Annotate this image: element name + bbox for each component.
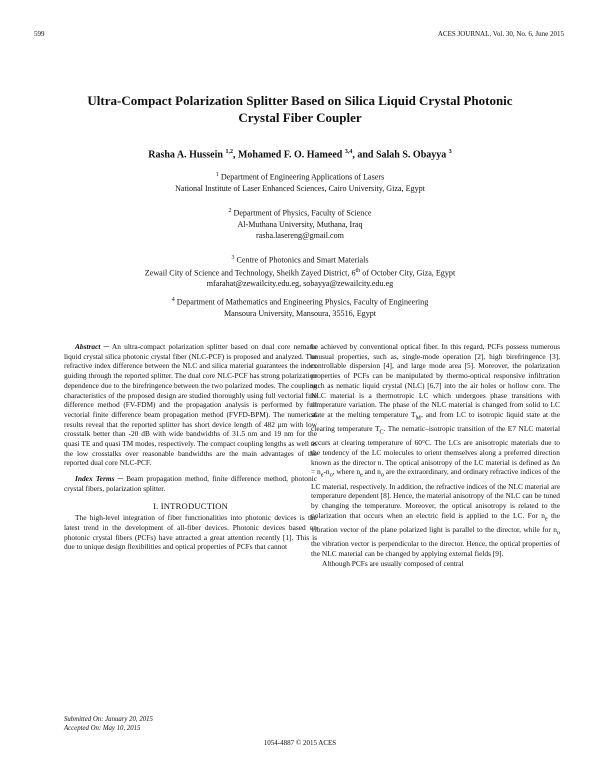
page-number: 599 bbox=[34, 30, 45, 38]
abstract-heading: Abstract bbox=[75, 342, 101, 351]
rc-sub-e2: e bbox=[360, 472, 363, 479]
abstract bbox=[64, 342, 317, 468]
author-1: Rasha A. Hussein bbox=[148, 149, 223, 161]
author-3-affil: 3 bbox=[448, 149, 452, 155]
author-2: Mohamed F. O. Hameed bbox=[237, 149, 343, 161]
rc-text-h: the vibration vector is perpendicular to the director. Hence, the optical properties of the NLC material can be changed by applying external fields [9]. bbox=[311, 539, 560, 558]
aff3-line2b: of October City, Giza, Egypt bbox=[360, 268, 456, 278]
aff1-line2: National Institute of Laser Enhanced Sciences, Cairo University, Giza, Egypt bbox=[175, 183, 425, 193]
rc-text-g: the vibration vector of the plane polarized light is parallel to the director, while for n bbox=[311, 510, 560, 534]
aff2-line2: Al-Muthana University, Muthana, Iraq bbox=[237, 219, 363, 229]
right-paragraph-1 bbox=[311, 342, 560, 558]
author-3: and Salah S. Obayya bbox=[357, 149, 447, 161]
submission-dates bbox=[64, 715, 153, 733]
rc-text-b: , and from LC to isotropic liquid state at the clearing temperature T bbox=[311, 409, 560, 434]
affiliation-1 bbox=[40, 170, 560, 194]
aff1-sup: 1 bbox=[215, 172, 219, 178]
rc-sub-tc: C bbox=[379, 429, 384, 436]
rc-sub-e3: e bbox=[544, 516, 548, 523]
aff3-emails: mfarahat@zewailcity.edu.eg, sobayya@zewailcity.edu.eg bbox=[206, 279, 394, 289]
aff4-sup: 4 bbox=[171, 297, 175, 303]
rc-sub-tm: M bbox=[415, 415, 422, 422]
aff2-email: rasha.lasereng@gmail.com bbox=[256, 230, 344, 240]
rc-text-a: be achieved by conventional optical fiber. In this regard, PCFs possess numerous unusual properties, such as, single-mode operation [2], high birefringence [3], controllable dispersion [4], and large mode area [5]. Moreover, the polarization properties of PCFs can be manipulated by thermo-optical responsive infiltration such as nematic liquid crystal (NLC) [6,7] into the air holes or hollow core. The NLC material is a thermotropic LC which undergoes phase transitions with temperature variation. The phase of the NLC material is changed from solid to LC state at the melting temperature T bbox=[311, 342, 560, 419]
affiliation-3 bbox=[40, 253, 560, 289]
abstract-text: An ultra-compact polarization splitter based on dual core nematic liquid crystal silica photonic crystal fiber (NLC-PCF) is proposed and analyzed. The refractive index difference between the NLC and silica material guarantees the index guiding through the reported splitter. The dual core NLC-PCF has strong polarization dependence due to the birefringence between the two polarized modes. The coupling characteristics of the proposed design are studied thoroughly using full vectorial fine difference method (FV-FDM) and the propagation analysis is performed by full vectorial finite difference beam propagation method (FVFD-BPM). The numerical results reveal that the reported splitter has short device length of 482 µm with low crosstalk better than -20 dB with wide bandwidths of 31.5 nm and 19 nm for the quasi TE and quasi TM modes, respectively. The compact coupling lengths as well as the low crosstalks over reasonable bandwidths are the main advantages of the reported dual core NLC-PCF. bbox=[64, 342, 317, 468]
index-terms-dash: ─ bbox=[114, 474, 127, 484]
rc-text-f: are the extraordinary, and ordinary refractive indices of the LC material, respectively. In addition, the refractive indices of the NLC material are temperature dependent [8]. Hence, the material anisotropy of the NLC can be tuned by changing the temperature. Moreover, the optical anisotropy is related to the polarization that occurs when an electric field is applied to the LC. For n bbox=[311, 467, 561, 520]
title-line-1: Ultra-Compact Polarization Splitter Based on Silica Liquid Crystal Photonic bbox=[87, 93, 513, 108]
rc-sub-e1: e bbox=[320, 472, 324, 479]
aff3-line1: Centre of Photonics and Smart Materials bbox=[236, 255, 369, 265]
rc-sub-o2: o bbox=[380, 472, 384, 479]
section-heading-introduction: I. INTRODUCTION bbox=[152, 500, 229, 511]
aff3-line2-sup: th bbox=[355, 267, 361, 274]
issn-footer: 1054-4887 © 2015 ACES bbox=[263, 739, 337, 747]
aff4-line1: Department of Mathematics and Engineering Physics, Faculty of Engineering bbox=[176, 297, 429, 307]
rc-sub-o1: o bbox=[329, 472, 333, 479]
paper-title bbox=[60, 92, 540, 126]
index-terms-text: Beam propagation method, finite difference method, photonic crystal fibers, polarization splitter. bbox=[64, 474, 318, 493]
accepted-date: Accepted On: May 10, 2015 bbox=[64, 725, 141, 732]
abstract-dash: ─ bbox=[100, 342, 112, 351]
author-list: Rasha A. Hussein $^{1,2}$, Mohamed F. O. Hameed $^{3,4}$, and Salah S. Obayya $^3$ bbox=[148, 149, 452, 161]
aff1-line1: Department of Engineering Applications of Lasers bbox=[220, 172, 385, 182]
aff2-sup: 2 bbox=[228, 208, 232, 214]
aff4-line2: Mansoura University, Mansoura, 35516, Egypt bbox=[223, 308, 377, 318]
aff3-line2a: Zewail City of Science and Technology, Sheikh Zayed District, 6 bbox=[144, 268, 356, 278]
right-paragraph-2: Although PCFs are usually composed of central bbox=[322, 559, 464, 569]
rc-text-e: and n bbox=[362, 467, 381, 477]
rc-text-d: , where n bbox=[332, 467, 361, 477]
submitted-date: Submitted On: January 20, 2015 bbox=[64, 716, 153, 723]
aff3-sup: 3 bbox=[231, 255, 235, 261]
affiliation-4 bbox=[40, 295, 560, 319]
index-terms bbox=[64, 474, 317, 493]
title-line-2: Crystal Fiber Coupler bbox=[238, 110, 362, 125]
rc-sub-o3: o bbox=[556, 530, 560, 537]
right-column bbox=[311, 342, 560, 569]
author-2-affil: 3,4 bbox=[344, 149, 353, 155]
left-column bbox=[64, 342, 317, 552]
rc-dash-n: -n bbox=[323, 467, 330, 477]
journal-header: ACES JOURNAL, Vol. 30, No. 6, June 2015 bbox=[437, 30, 564, 38]
rc-text-c: . The nematic–isotropic transition of the E7 NLC material occurs at clearing temperature of 60°C. The LCs are anisotropic materials due to the tendency of the LC molecules to orient themselves along a preferred direction known as the director n. The optical anisotropy of the LC material is defined as Δn = n bbox=[311, 424, 560, 477]
author-1-affil: 1,2 bbox=[225, 149, 233, 155]
index-terms-heading: Index Terms bbox=[75, 474, 115, 484]
intro-paragraph: The high-level integration of fiber functionalities into photonic devices is the latest trend in the development of all-fiber devices. Photonic devices based on photonic crystal fibers (PCFs) have attracted a great attention recently [1]. This is due to unique design flexibilities and optical properties of PCFs that cannot bbox=[64, 513, 317, 552]
aff2-line1: Department of Physics, Faculty of Science bbox=[233, 208, 372, 218]
affiliation-2 bbox=[40, 206, 560, 241]
